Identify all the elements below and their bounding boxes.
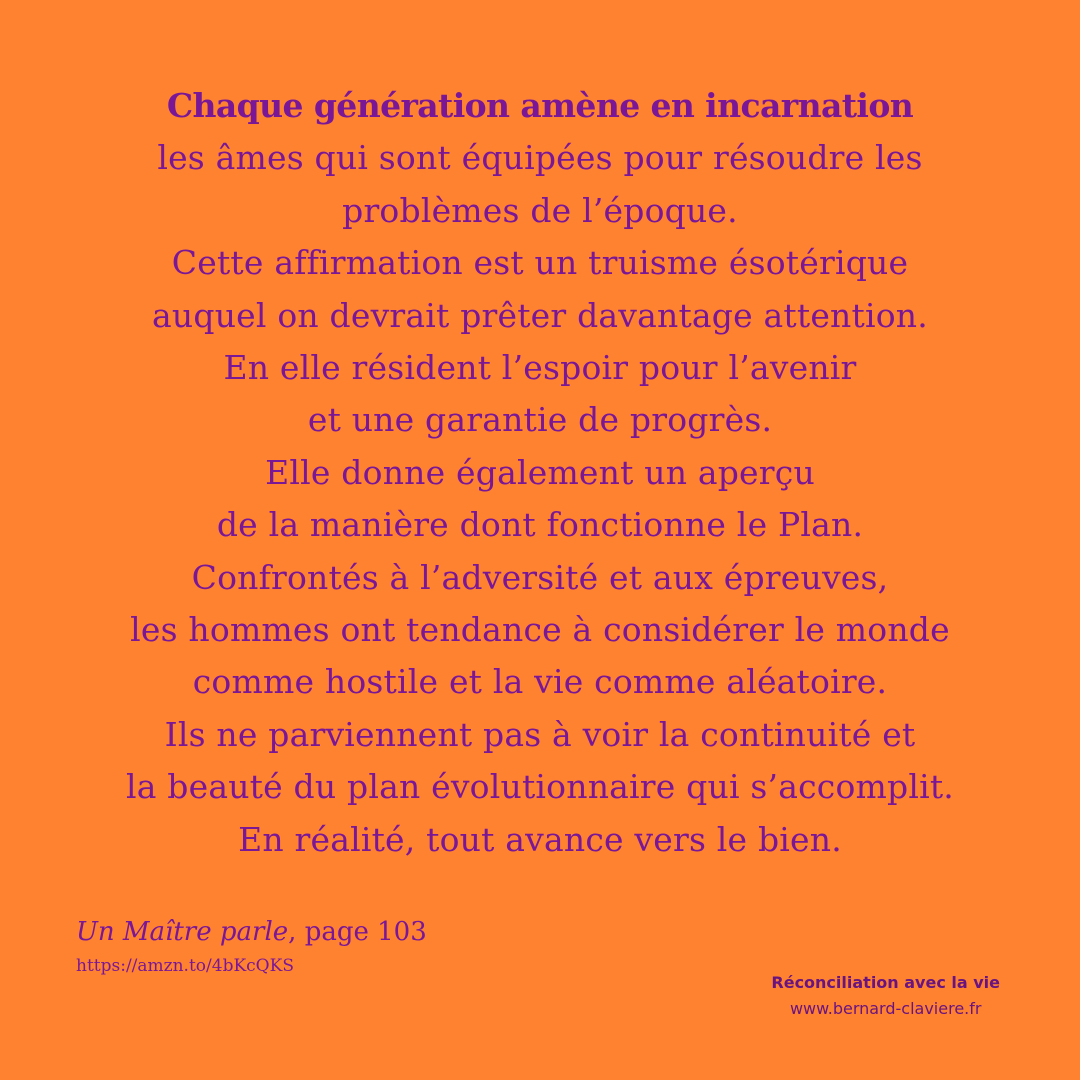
quote-line-12: comme hostile et la vie comme aléatoire. [192, 662, 888, 702]
quote-line-11: les hommes ont tendance à considérer le monde [130, 610, 950, 650]
quote-line-7: et une garantie de progrès. [307, 400, 773, 440]
citation [76, 914, 427, 978]
signature-title: Réconciliation avec la vie [771, 973, 1000, 992]
quote-line-5: auquel on devrait prêter davantage attention. [152, 295, 928, 335]
quote-line-6: En elle résident l’espoir pour l’avenir [223, 348, 857, 388]
quote-line-14: la beauté du plan évolutionnaire qui s’accomplit. [125, 767, 955, 807]
quote-line-13: Ils ne parviennent pas à voir la continuité et [164, 714, 916, 754]
book-title: Un Maître parle [76, 917, 289, 947]
quote-line-15: En réalité, tout avance vers le bien. [238, 819, 842, 859]
page-reference: , page 103 [288, 917, 427, 947]
quote-line-9: de la manière dont fonctionne le Plan. [216, 505, 864, 545]
quote-line-3: problèmes de l’époque. [342, 190, 738, 230]
quote-line-1: Chaque génération amène en incarnation [166, 86, 914, 125]
website-link[interactable]: www.bernard-claviere.fr [789, 999, 982, 1018]
signature [771, 970, 1000, 1022]
quote-line-8: Elle donne également un aperçu [265, 452, 815, 492]
quote-text [0, 80, 1080, 866]
quote-line-10: Confrontés à l’adversité et aux épreuves, [191, 557, 889, 597]
quote-line-2: les âmes qui sont équipées pour résoudre les [157, 138, 923, 178]
book-link[interactable]: https://amzn.to/4bKcQKS [76, 956, 294, 976]
quote-line-4: Cette affirmation est un truisme ésotérique [171, 243, 909, 283]
book-reference [76, 914, 427, 950]
